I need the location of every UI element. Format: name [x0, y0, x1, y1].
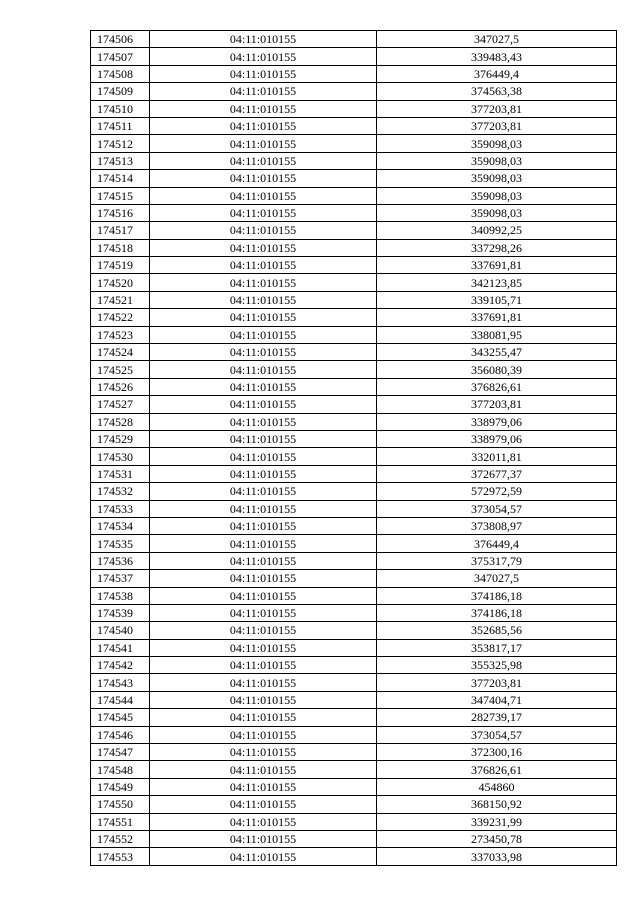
value-cell: 332011,81: [377, 448, 617, 465]
row-id-cell: 174552: [91, 830, 150, 847]
cadastral-code-cell: 04:11:010155: [150, 622, 377, 639]
value-cell: 337298,26: [377, 239, 617, 256]
value-cell: 373808,97: [377, 517, 617, 534]
row-id-cell: 174529: [91, 430, 150, 447]
value-cell: 347404,71: [377, 691, 617, 708]
cadastral-code-cell: 04:11:010155: [150, 570, 377, 587]
cadastral-code-cell: 04:11:010155: [150, 674, 377, 691]
cadastral-code-cell: 04:11:010155: [150, 413, 377, 430]
cadastral-code-cell: 04:11:010155: [150, 639, 377, 656]
cadastral-code-cell: 04:11:010155: [150, 135, 377, 152]
row-id-cell: 174523: [91, 326, 150, 343]
row-id-cell: 174530: [91, 448, 150, 465]
row-id-cell: 174511: [91, 117, 150, 134]
value-cell: 340992,25: [377, 222, 617, 239]
value-cell: 338979,06: [377, 413, 617, 430]
table-row: [91, 674, 617, 691]
cadastral-code-cell: 04:11:010155: [150, 796, 377, 813]
row-id-cell: 174550: [91, 796, 150, 813]
row-id-cell: 174553: [91, 848, 150, 865]
value-cell: 339483,43: [377, 48, 617, 65]
table-row: [91, 326, 617, 343]
row-id-cell: 174509: [91, 83, 150, 100]
cadastral-code-cell: 04:11:010155: [150, 709, 377, 726]
table-row: [91, 848, 617, 865]
cadastral-code-cell: 04:11:010155: [150, 517, 377, 534]
table-row: [91, 48, 617, 65]
row-id-cell: 174520: [91, 274, 150, 291]
value-cell: 374563,38: [377, 83, 617, 100]
row-id-cell: 174522: [91, 309, 150, 326]
table-row: [91, 587, 617, 604]
table-row: [91, 726, 617, 743]
table-row: [91, 31, 617, 48]
value-cell: 572972,59: [377, 483, 617, 500]
row-id-cell: 174532: [91, 483, 150, 500]
cadastral-code-cell: 04:11:010155: [150, 430, 377, 447]
cadastral-code-cell: 04:11:010155: [150, 291, 377, 308]
table-row: [91, 170, 617, 187]
value-cell: 339105,71: [377, 291, 617, 308]
table-row: [91, 709, 617, 726]
row-id-cell: 174534: [91, 517, 150, 534]
value-cell: 375317,79: [377, 552, 617, 569]
table-row: [91, 430, 617, 447]
value-cell: 337033,98: [377, 848, 617, 865]
table-row: [91, 500, 617, 517]
row-id-cell: 174536: [91, 552, 150, 569]
table-row: [91, 535, 617, 552]
value-cell: 377203,81: [377, 117, 617, 134]
table-row: [91, 65, 617, 82]
row-id-cell: 174539: [91, 604, 150, 621]
cadastral-code-cell: 04:11:010155: [150, 204, 377, 221]
row-id-cell: 174525: [91, 361, 150, 378]
cadastral-code-cell: 04:11:010155: [150, 344, 377, 361]
value-cell: 343255,47: [377, 344, 617, 361]
value-cell: 355325,98: [377, 657, 617, 674]
table-row: [91, 291, 617, 308]
row-id-cell: 174541: [91, 639, 150, 656]
row-id-cell: 174512: [91, 135, 150, 152]
row-id-cell: 174547: [91, 744, 150, 761]
value-cell: 376826,61: [377, 378, 617, 395]
value-cell: 352685,56: [377, 622, 617, 639]
value-cell: 282739,17: [377, 709, 617, 726]
value-cell: 337691,81: [377, 309, 617, 326]
cadastral-code-cell: 04:11:010155: [150, 726, 377, 743]
cadastral-code-cell: 04:11:010155: [150, 152, 377, 169]
value-cell: 454860: [377, 778, 617, 795]
cadastral-code-cell: 04:11:010155: [150, 274, 377, 291]
table-row: [91, 744, 617, 761]
row-id-cell: 174517: [91, 222, 150, 239]
value-cell: 373054,57: [377, 500, 617, 517]
table-row: [91, 448, 617, 465]
cadastral-code-cell: 04:11:010155: [150, 100, 377, 117]
value-cell: 376449,4: [377, 65, 617, 82]
table-row: [91, 604, 617, 621]
cadastral-code-cell: 04:11:010155: [150, 604, 377, 621]
table-row: [91, 344, 617, 361]
cadastral-code-cell: 04:11:010155: [150, 83, 377, 100]
value-cell: 377203,81: [377, 396, 617, 413]
value-cell: 359098,03: [377, 170, 617, 187]
table-row: [91, 813, 617, 830]
cadastral-code-cell: 04:11:010155: [150, 552, 377, 569]
row-id-cell: 174515: [91, 187, 150, 204]
value-cell: 373054,57: [377, 726, 617, 743]
cadastral-code-cell: 04:11:010155: [150, 778, 377, 795]
cadastral-code-cell: 04:11:010155: [150, 396, 377, 413]
cadastral-code-cell: 04:11:010155: [150, 587, 377, 604]
cadastral-code-cell: 04:11:010155: [150, 830, 377, 847]
cadastral-code-cell: 04:11:010155: [150, 657, 377, 674]
cadastral-code-cell: 04:11:010155: [150, 535, 377, 552]
row-id-cell: 174524: [91, 344, 150, 361]
table-row: [91, 187, 617, 204]
cadastral-code-cell: 04:11:010155: [150, 65, 377, 82]
table-row: [91, 117, 617, 134]
row-id-cell: 174548: [91, 761, 150, 778]
row-id-cell: 174526: [91, 378, 150, 395]
row-id-cell: 174545: [91, 709, 150, 726]
value-cell: 342123,85: [377, 274, 617, 291]
value-cell: 376826,61: [377, 761, 617, 778]
cadastral-code-cell: 04:11:010155: [150, 187, 377, 204]
cadastral-code-cell: 04:11:010155: [150, 170, 377, 187]
cadastral-code-cell: 04:11:010155: [150, 309, 377, 326]
row-id-cell: 174540: [91, 622, 150, 639]
value-cell: 372677,37: [377, 465, 617, 482]
row-id-cell: 174514: [91, 170, 150, 187]
value-cell: 339231,99: [377, 813, 617, 830]
cadastral-code-cell: 04:11:010155: [150, 117, 377, 134]
cadastral-code-cell: 04:11:010155: [150, 448, 377, 465]
row-id-cell: 174528: [91, 413, 150, 430]
value-cell: 368150,92: [377, 796, 617, 813]
value-cell: 372300,16: [377, 744, 617, 761]
table-row: [91, 778, 617, 795]
value-cell: 338081,95: [377, 326, 617, 343]
cadastral-code-cell: 04:11:010155: [150, 500, 377, 517]
row-id-cell: 174533: [91, 500, 150, 517]
table-row: [91, 517, 617, 534]
table-row: [91, 135, 617, 152]
row-id-cell: 174513: [91, 152, 150, 169]
row-id-cell: 174549: [91, 778, 150, 795]
row-id-cell: 174519: [91, 257, 150, 274]
row-id-cell: 174521: [91, 291, 150, 308]
table-row: [91, 222, 617, 239]
table-row: [91, 691, 617, 708]
row-id-cell: 174542: [91, 657, 150, 674]
table-row: [91, 309, 617, 326]
table-row: [91, 465, 617, 482]
value-cell: 353817,17: [377, 639, 617, 656]
row-id-cell: 174527: [91, 396, 150, 413]
data-table: [90, 30, 617, 866]
table-row: [91, 570, 617, 587]
value-cell: 347027,5: [377, 570, 617, 587]
table-body: [91, 31, 617, 866]
table-row: [91, 552, 617, 569]
value-cell: 356080,39: [377, 361, 617, 378]
value-cell: 347027,5: [377, 31, 617, 48]
value-cell: 359098,03: [377, 204, 617, 221]
value-cell: 359098,03: [377, 152, 617, 169]
row-id-cell: 174518: [91, 239, 150, 256]
cadastral-code-cell: 04:11:010155: [150, 31, 377, 48]
table-row: [91, 274, 617, 291]
table-row: [91, 639, 617, 656]
table-row: [91, 396, 617, 413]
cadastral-code-cell: 04:11:010155: [150, 465, 377, 482]
cadastral-code-cell: 04:11:010155: [150, 257, 377, 274]
value-cell: 337691,81: [377, 257, 617, 274]
value-cell: 359098,03: [377, 187, 617, 204]
row-id-cell: 174544: [91, 691, 150, 708]
row-id-cell: 174538: [91, 587, 150, 604]
table-row: [91, 622, 617, 639]
table-row: [91, 152, 617, 169]
cadastral-code-cell: 04:11:010155: [150, 761, 377, 778]
cadastral-code-cell: 04:11:010155: [150, 239, 377, 256]
row-id-cell: 174546: [91, 726, 150, 743]
table-row: [91, 83, 617, 100]
table-row: [91, 378, 617, 395]
value-cell: 377203,81: [377, 100, 617, 117]
row-id-cell: 174516: [91, 204, 150, 221]
row-id-cell: 174510: [91, 100, 150, 117]
cadastral-code-cell: 04:11:010155: [150, 483, 377, 500]
table-row: [91, 761, 617, 778]
cadastral-code-cell: 04:11:010155: [150, 48, 377, 65]
table-row: [91, 483, 617, 500]
row-id-cell: 174507: [91, 48, 150, 65]
value-cell: 377203,81: [377, 674, 617, 691]
row-id-cell: 174543: [91, 674, 150, 691]
cadastral-code-cell: 04:11:010155: [150, 813, 377, 830]
row-id-cell: 174531: [91, 465, 150, 482]
table-row: [91, 204, 617, 221]
row-id-cell: 174506: [91, 31, 150, 48]
table-row: [91, 796, 617, 813]
cadastral-code-cell: 04:11:010155: [150, 361, 377, 378]
table-row: [91, 100, 617, 117]
cadastral-code-cell: 04:11:010155: [150, 744, 377, 761]
cadastral-code-cell: 04:11:010155: [150, 848, 377, 865]
cadastral-code-cell: 04:11:010155: [150, 326, 377, 343]
cadastral-code-cell: 04:11:010155: [150, 691, 377, 708]
value-cell: 374186,18: [377, 604, 617, 621]
table-row: [91, 239, 617, 256]
value-cell: 273450,78: [377, 830, 617, 847]
row-id-cell: 174535: [91, 535, 150, 552]
table-row: [91, 361, 617, 378]
cadastral-code-cell: 04:11:010155: [150, 378, 377, 395]
value-cell: 376449,4: [377, 535, 617, 552]
row-id-cell: 174551: [91, 813, 150, 830]
row-id-cell: 174508: [91, 65, 150, 82]
table-row: [91, 257, 617, 274]
value-cell: 359098,03: [377, 135, 617, 152]
value-cell: 374186,18: [377, 587, 617, 604]
cadastral-code-cell: 04:11:010155: [150, 222, 377, 239]
table-row: [91, 413, 617, 430]
row-id-cell: 174537: [91, 570, 150, 587]
value-cell: 338979,06: [377, 430, 617, 447]
table-row: [91, 657, 617, 674]
table-row: [91, 830, 617, 847]
